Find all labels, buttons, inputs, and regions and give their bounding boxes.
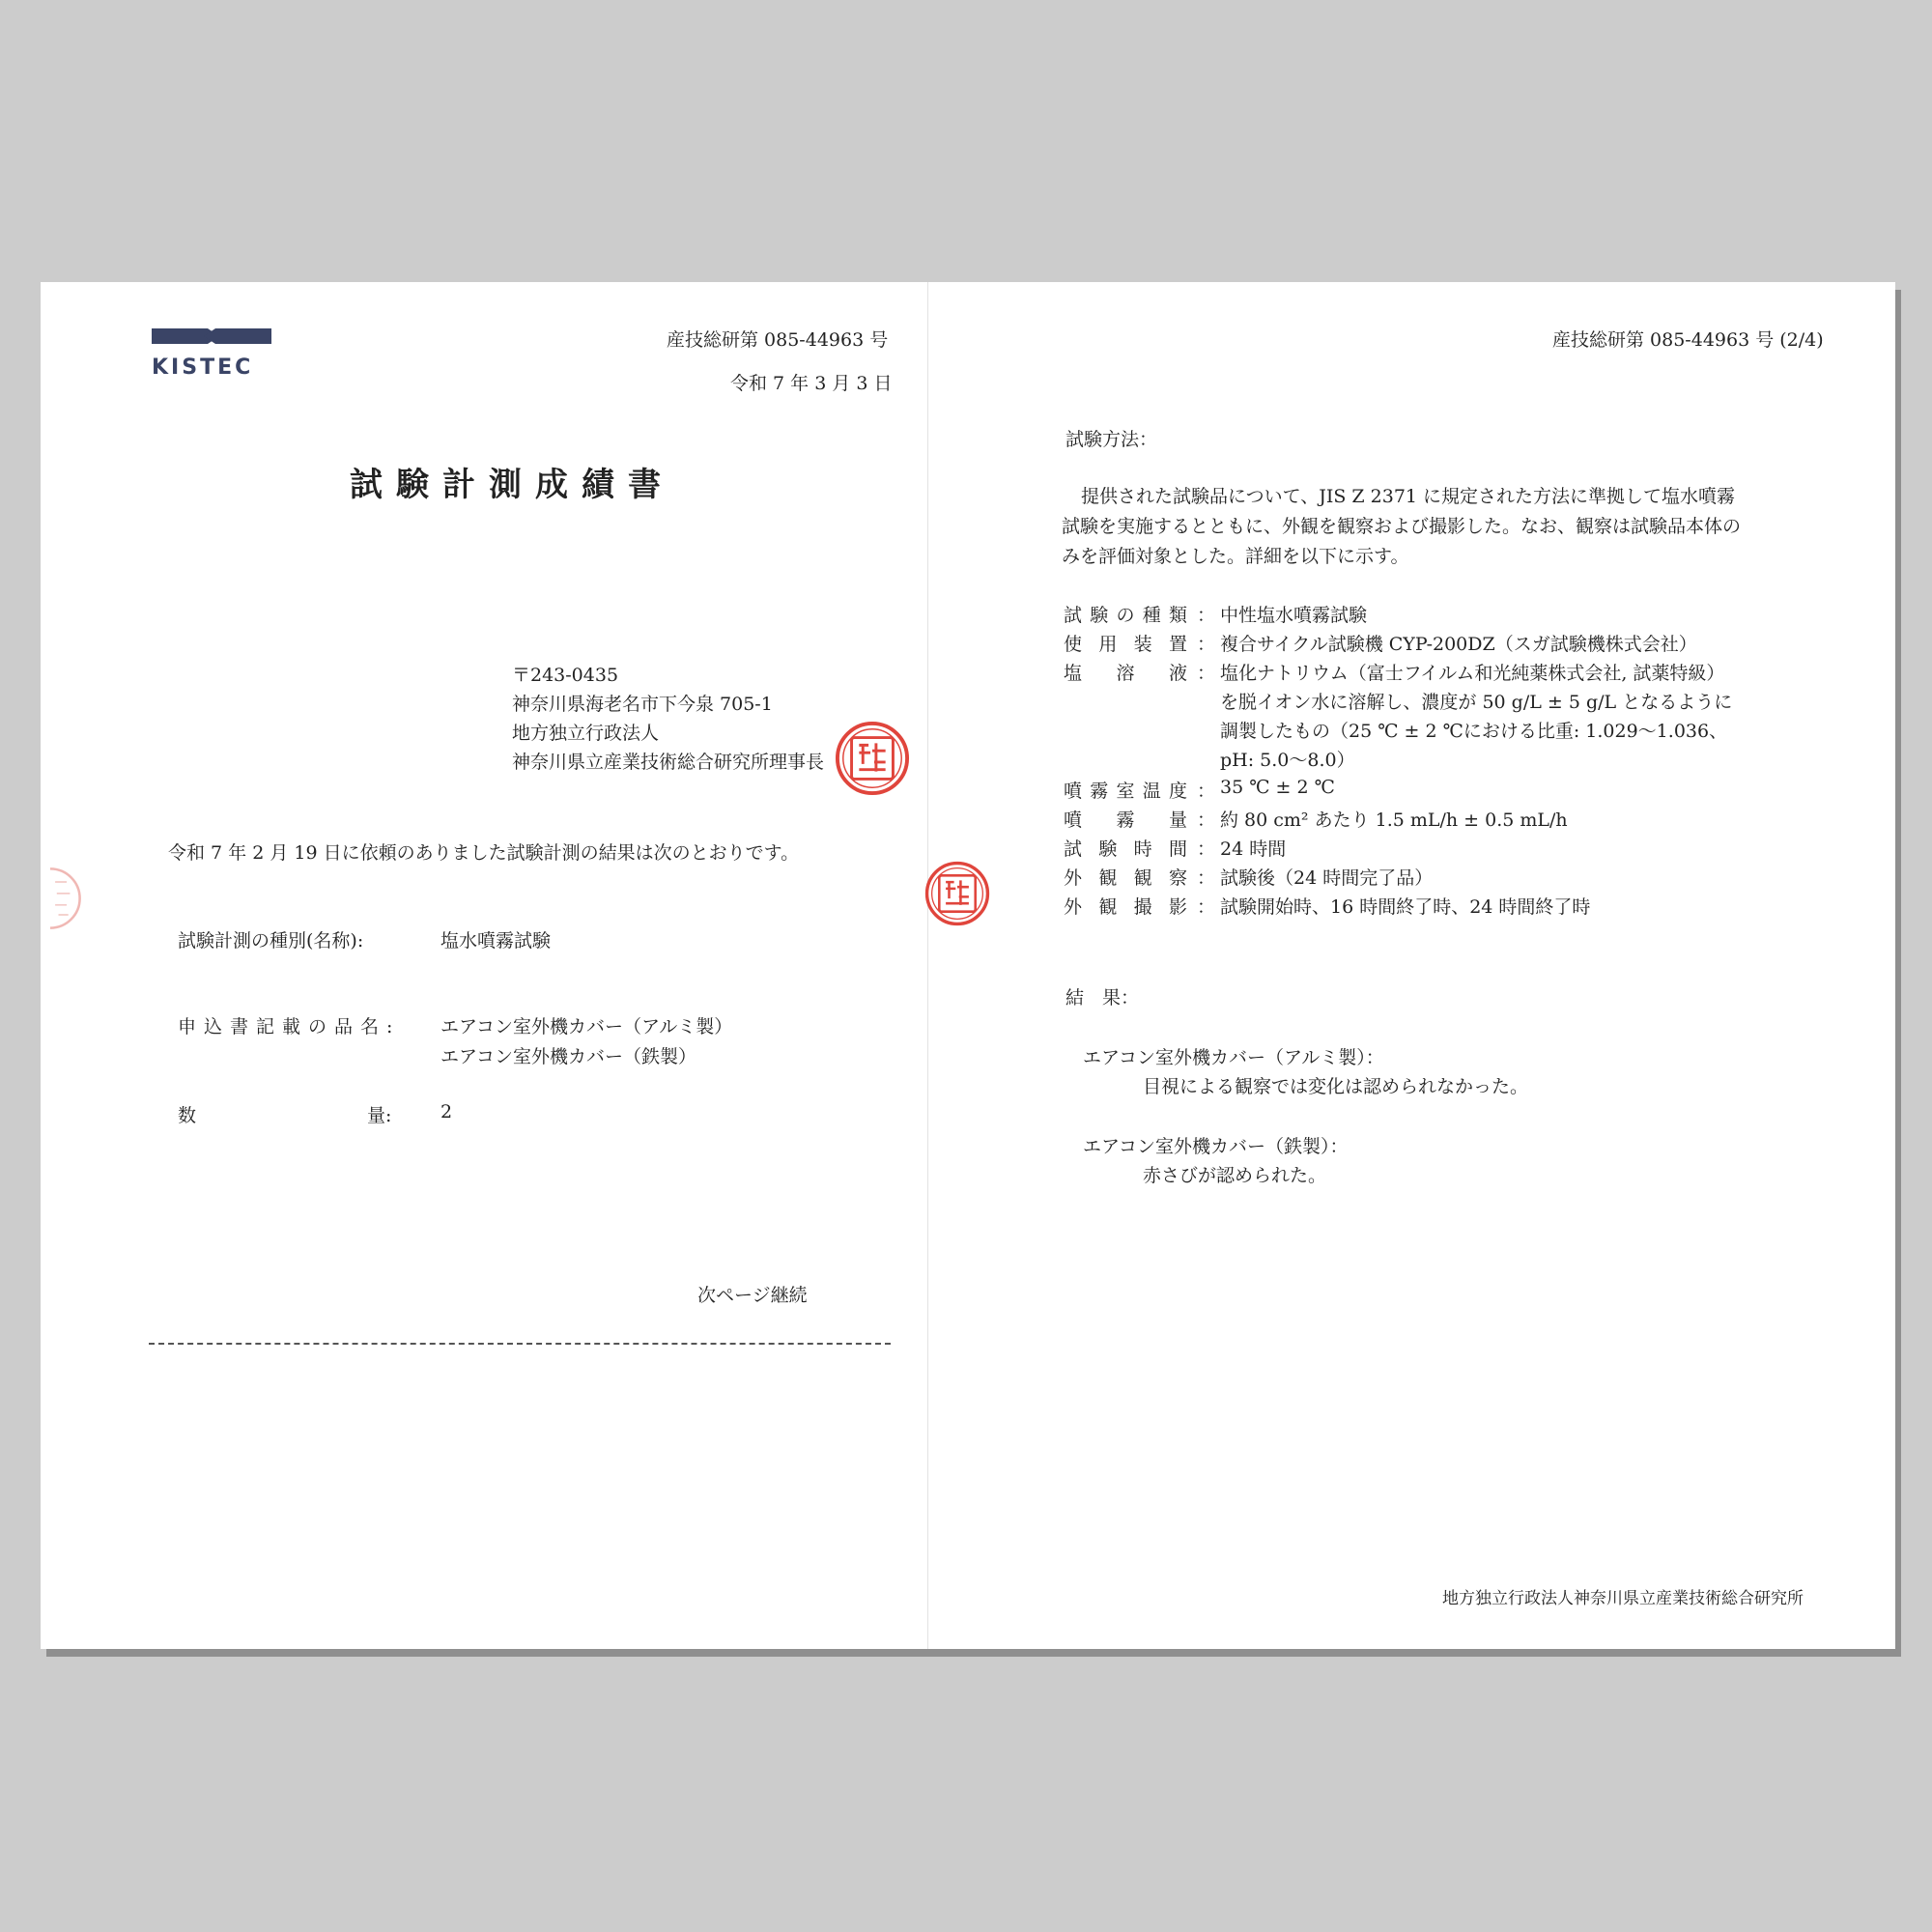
items-label: 申込書記載の品名: <box>178 1016 401 1037</box>
org-head: 神奈川県立産業技術総合研究所理事長 <box>512 752 825 773</box>
page-title: 試験計測成績書 <box>350 466 674 504</box>
faint-seal-icon <box>50 864 83 933</box>
method-line-3: みを評価対象とした。詳細を以下に示す。 <box>1062 546 1409 567</box>
footer-org: 地方独立行政法人神奈川県立産業技術総合研究所 <box>1442 1589 1804 1608</box>
results-heading: 結 果： <box>1065 987 1140 1009</box>
org-type: 地方独立行政法人 <box>512 723 660 744</box>
condition-value: 試験開始時、16 時間終了時、24 時間終了時 <box>1220 896 1591 918</box>
fold-seal-icon <box>924 856 990 931</box>
quantity-value: 2 <box>440 1101 453 1122</box>
solution-cont-1: を脱イオン水に溶解し、濃度が 50 g/L ± 5 g/L となるように <box>1220 692 1733 713</box>
condition-label: 噴 霧 量 <box>1064 810 1187 831</box>
report-date: 令和 7 年 3 月 3 日 <box>730 373 893 394</box>
condition-label: 噴 霧 室 温 度 <box>1064 781 1187 802</box>
condition-label: 試 験 時 間 <box>1064 838 1187 860</box>
item-1: エアコン室外機カバー（アルミ製） <box>440 1016 733 1037</box>
document-sheet <box>41 282 1895 1649</box>
intro-text: 令和 7 年 2 月 19 日に依頼のありました試験計測の結果は次のとおりです。 <box>168 842 800 864</box>
result-finding-1: 目視による観察では変化は認められなかった。 <box>1143 1076 1529 1097</box>
condition-value: 約 80 cm² あたり 1.5 mL/h ± 0.5 mL/h <box>1220 810 1568 831</box>
condition-label: 試 験 の 種 類 <box>1064 605 1187 626</box>
condition-value: 24 時間 <box>1220 838 1287 860</box>
result-item-2: エアコン室外機カバー（鉄製）： <box>1083 1136 1349 1157</box>
item-2: エアコン室外機カバー（鉄製） <box>440 1046 697 1067</box>
report-number-page2: 産技総研第 085-44963 号 (2/4) <box>1552 329 1824 351</box>
condition-label: 使 用 装 置 <box>1064 634 1187 655</box>
condition-value: 中性塩水噴霧試験 <box>1220 605 1368 626</box>
quantity-label-1: 数 <box>178 1105 197 1126</box>
method-line-2: 試験を実施するとともに、外観を観察および撮影した。なお、観察は試験品本体の <box>1062 516 1742 537</box>
solution-cont-3: pH: 5.0～8.0） <box>1220 750 1355 771</box>
left-page <box>41 282 927 1649</box>
continued-note: 次ページ継続 <box>697 1285 808 1306</box>
condition-value: 複合サイクル試験機 CYP-200DZ（スガ試験機株式会社） <box>1220 634 1697 655</box>
address: 神奈川県海老名市下今泉 705-1 <box>512 694 773 715</box>
quantity-label-2: 量: <box>367 1105 392 1126</box>
condition-value: 塩化ナトリウム（富士フイルム和光純薬株式会社, 試薬特級） <box>1220 663 1725 684</box>
report-number: 産技総研第 085-44963 号 <box>667 329 889 351</box>
test-type-label: 試験計測の種別(名称): <box>178 930 364 952</box>
condition-label: 外 観 観 察 <box>1064 867 1187 889</box>
dashed-divider <box>149 1343 891 1345</box>
result-finding-2: 赤さびが認められた。 <box>1143 1165 1327 1186</box>
postal-code: 〒243-0435 <box>512 665 619 686</box>
logo-text: KISTEC <box>152 355 254 380</box>
right-page: 産技総研第 085-44963 号 (2/4) 試験方法： 提供された試験品について、JIS Z 2371 に規定された方法に準拠して塩水噴霧 試験を実施するとともに、外観を観察および撮影した。なお、観察は試験品本体の みを評価対象とした。詳細を以下に示す。 試 験 の 種 類 ： 中性塩水噴霧試験 使 用 装 置 ： 複合サイクル試験機 CYP-200DZ（スガ試験機株式会社） 塩 溶 液 ： 塩化ナトリウム（富士フイルム和光純薬株式会社, 試薬特級） を脱イオン水に溶解し、濃度が 50 g/L ± 5 g/L となるように 調製したもの（25 ℃ ± 2 ℃における比重: 1.029～1.036、 pH: 5.0～8.0） 噴 霧 室 温 度 ： 35 ℃ ± 2 ℃ 噴 霧 量 ： 約 80 cm² あたり 1.5 mL/h ± 0.5 mL/h 試 験 時 間 ： 24 時間 外 観 観 察 ： 試験後（24 時間完了品） 外 観 撮 影 ： 試験開始時、16 時間終了時、24 時間終了時 結 果： エアコン室外機カバー（アルミ製）： 目視による観察では変化は認められなかった。 エアコン室外機カバー（鉄製）： 赤さびが認められた。 地方独立行政法人神奈川県立産業技術総合研究所 <box>928 282 1895 1649</box>
solution-cont-2: 調製したもの（25 ℃ ± 2 ℃における比重: 1.029～1.036、 <box>1220 721 1728 742</box>
result-item-1: エアコン室外機カバー（アルミ製）： <box>1083 1047 1384 1068</box>
official-seal-icon <box>835 721 910 796</box>
condition-value: 試験後（24 時間完了品） <box>1220 867 1434 889</box>
test-type-value: 塩水噴霧試験 <box>440 930 552 952</box>
condition-value: 35 ℃ ± 2 ℃ <box>1220 777 1335 798</box>
condition-label: 塩 溶 液 <box>1064 663 1187 684</box>
condition-label: 外 観 撮 影 <box>1064 896 1187 918</box>
method-heading: 試験方法： <box>1065 429 1158 450</box>
method-line-1: 提供された試験品について、JIS Z 2371 に規定された方法に準拠して塩水噴霧 <box>1081 486 1736 507</box>
